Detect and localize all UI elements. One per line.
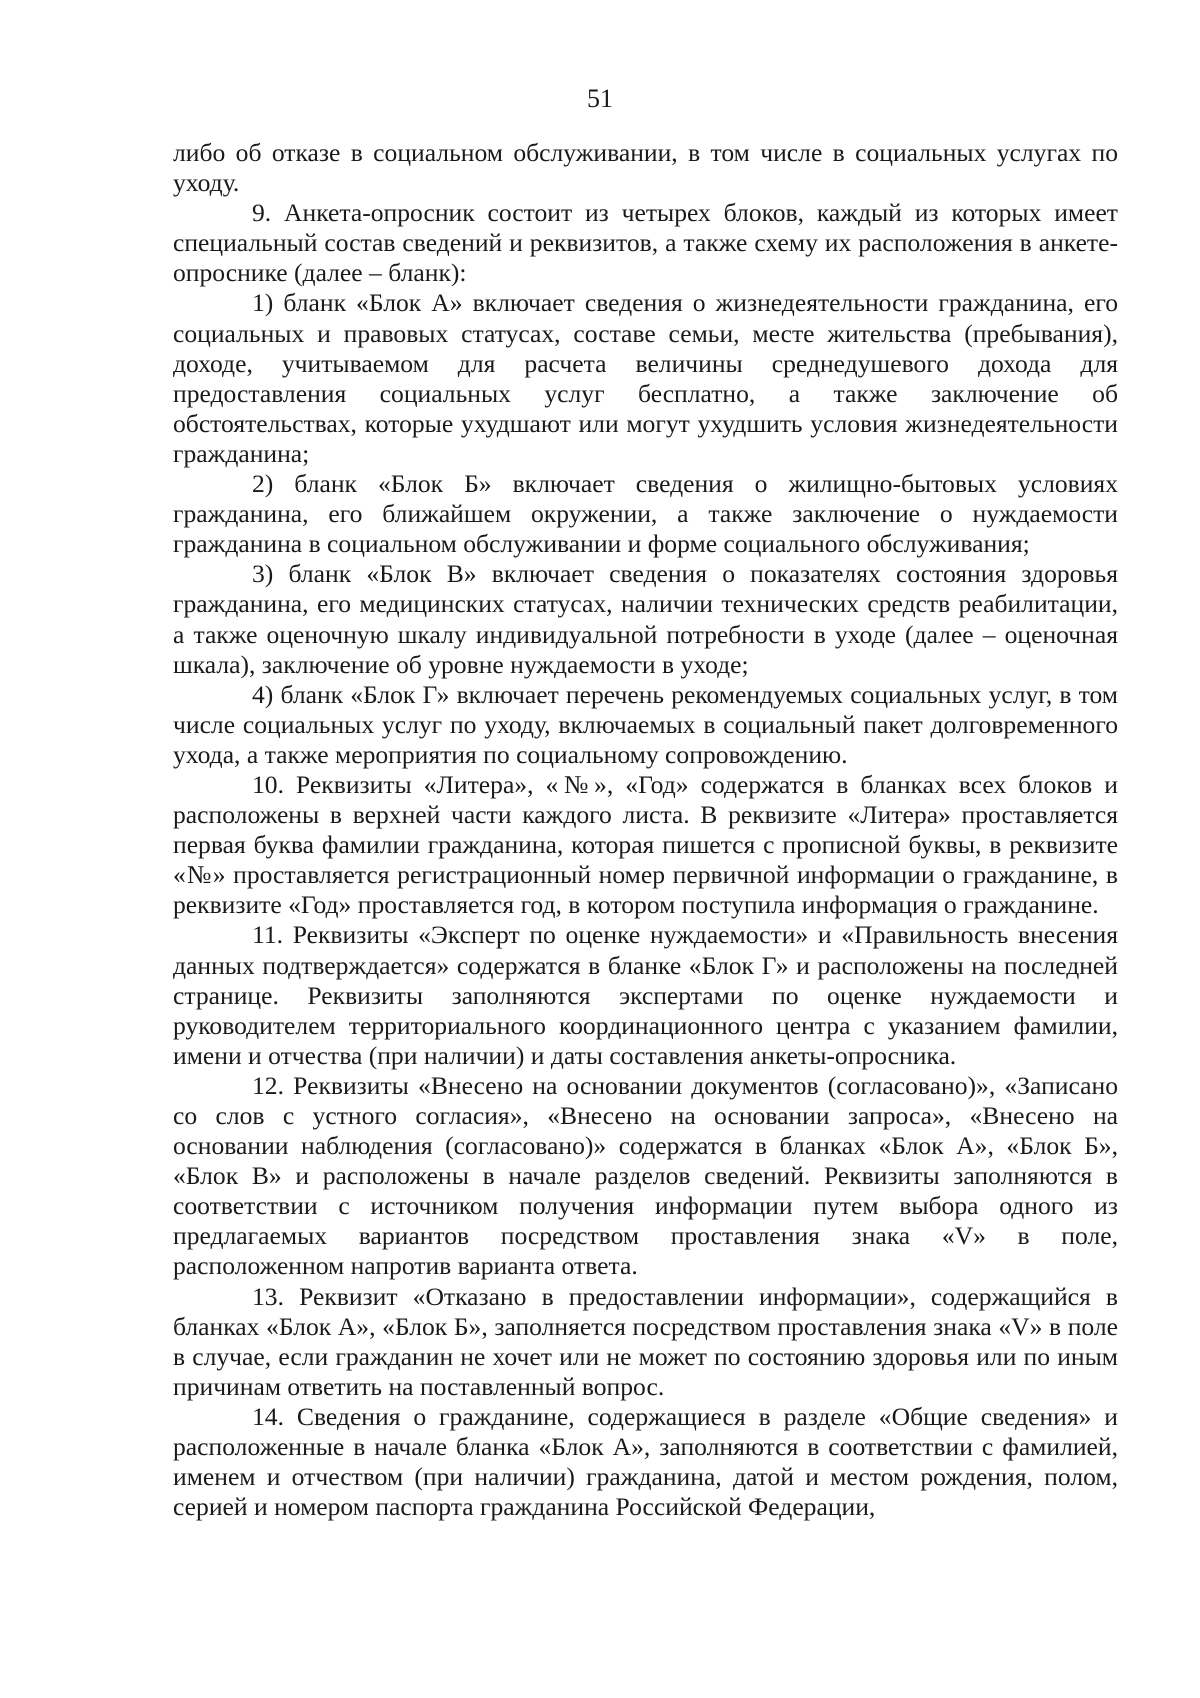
paragraph-item-14: 14. Сведения о гражданине, содержащиеся в разделе «Общие сведения» и расположенные в начале бланка «Блок А», заполняются в соответствии с фамилией, именем и отчеством (при наличии) гражданина, датой и местом рождения, полом, серией и номером паспорта гражданина Российской Федерации, xyxy=(173,1401,1118,1522)
page-number: 51 xyxy=(587,84,613,113)
paragraph-subitem-4: 4) бланк «Блок Г» включает перечень рекомендуемых социальных услуг, в том числе социальных услуг по уходу, включаемых в социальный пакет долговременного ухода, а также мероприятия по социальному сопровождению. xyxy=(173,679,1118,769)
paragraph-continuation: либо об отказе в социальном обслуживании, в том числе в социальных услугах по уходу. xyxy=(173,138,1118,198)
paragraph-item-10: 10. Реквизиты «Литера», «№», «Год» содержатся в бланках всех блоков и расположены в верхней части каждого листа. В реквизите «Литера» проставляется первая буква фамилии гражданина, которая пишется с прописной буквы, в реквизите «№» проставляется регистрационный номер первичной информации о гражданине, в реквизите «Год» проставляется год, в котором поступила информация о гражданине. xyxy=(173,769,1118,920)
paragraph-item-9: 9. Анкета-опросник состоит из четырех блоков, каждый из которых имеет специальный состав сведений и реквизитов, а также схему их расположения в анкете-опроснике (далее – бланк): xyxy=(173,198,1118,288)
paragraph-item-12: 12. Реквизиты «Внесено на основании документов (согласовано)», «Записано со слов с устного согласия», «Внесено на основании запроса», «Внесено на основании наблюдения (согласовано)» содержатся в бланках «Блок А», «Блок Б», «Блок В» и расположены в начале разделов сведений. Реквизиты заполняются в соответствии с источником получения информации путем выбора одного из предлагаемых вариантов посредством проставления знака «V» в поле, расположенном напротив варианта ответа. xyxy=(173,1070,1118,1281)
document-body xyxy=(173,138,1118,1522)
paragraph-subitem-2: 2) бланк «Блок Б» включает сведения о жилищно-бытовых условиях гражданина, его ближайшем окружении, а также заключение о нуждаемости гражданина в социальном обслуживании и форме социального обслуживания; xyxy=(173,469,1118,559)
paragraph-item-11: 11. Реквизиты «Эксперт по оценке нуждаемости» и «Правильность внесения данных подтверждается» содержатся в бланке «Блок Г» и расположены на последней странице. Реквизиты заполняются экспертами по оценке нуждаемости и руководителем территориального координационного центра с указанием фамилии, имени и отчества (при наличии) и даты составления анкеты-опросника. xyxy=(173,920,1118,1070)
paragraph-subitem-3: 3) бланк «Блок В» включает сведения о показателях состояния здоровья гражданина, его медицинских статусах, наличии технических средств реабилитации, а также оценочную шкалу индивидуальной потребности в уходе (далее – оценочная шкала), заключение об уровне нуждаемости в уходе; xyxy=(173,559,1118,679)
paragraph-subitem-1: 1) бланк «Блок А» включает сведения о жизнедеятельности гражданина, его социальных и правовых статусах, составе семьи, месте жительства (пребывания), доходе, учитываемом для расчета величины среднедушевого дохода для предоставления социальных услуг бесплатно, а также заключение об обстоятельствах, которые ухудшают или могут ухудшить условия жизнедеятельности гражданина; xyxy=(173,288,1118,468)
paragraph-item-13: 13. Реквизит «Отказано в предоставлении информации», содержащийся в бланках «Блок А», «Блок Б», заполняется посредством проставления знака «V» в поле в случае, если гражданин не хочет или не может по состоянию здоровья или по иным причинам ответить на поставленный вопрос. xyxy=(173,1281,1118,1401)
